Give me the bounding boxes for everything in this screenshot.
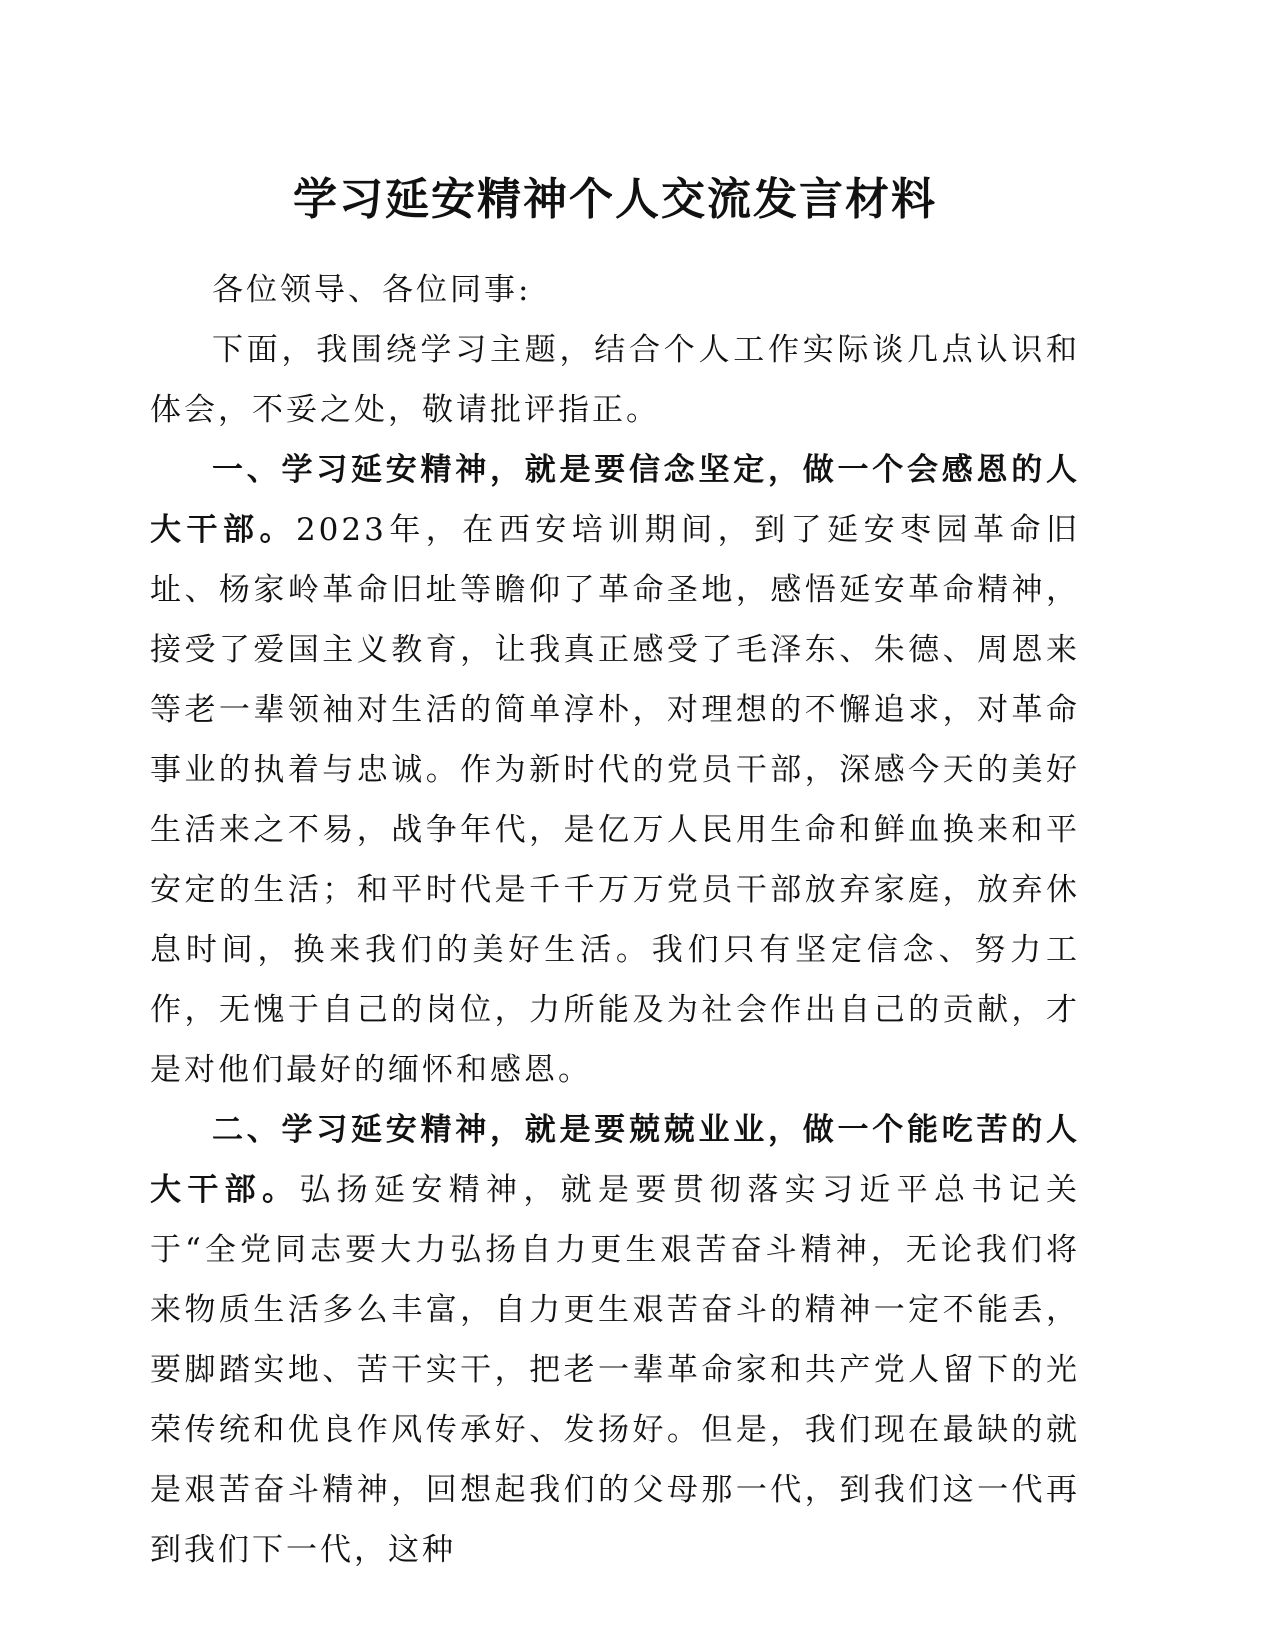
section-2-body: 弘扬延安精神，就是要贯彻落实习近平总书记关于“全党同志要大力弘扬自力更生艰苦奋斗精神，无论我们将来物质生活多么丰富，自力更生艰苦奋斗的精神一定不能丢，要脚踏实地、苦干实干，把老一辈革命家和共产党人留下的光荣传统和优良作风传承好、发扬好。但是，我们现在最缺的就是艰苦奋斗精神，回想起我们的父母那一代，到我们这一代再到我们下一代，这种 [150, 1172, 1081, 1568]
section-1-heading: 一、学习延安精神，就是要信念坚定，做一个会感恩的人大干部。 [150, 452, 1080, 548]
section-2-paragraph [150, 1100, 1080, 1580]
section-2-heading: 二、学习延安精神，就是要兢兢业业，做一个能吃苦的人大干部。 [150, 1112, 1080, 1208]
document-title: 学习延安精神个人交流发言材料 [293, 174, 937, 225]
intro-paragraph: 下面，我围绕学习主题，结合个人工作实际谈几点认识和体会，不妥之处，敬请批评指正。 [150, 332, 1080, 428]
section-1-body: 2023年，在西安培训期间，到了延安枣园革命旧址、杨家岭革命旧址等瞻仰了革命圣地，感悟延安革命精神，接受了爱国主义教育，让我真正感受了毛泽东、朱德、周恩来等老一辈领袖对生活的简单淳朴，对理想的不懈追求，对革命事业的执着与忠诚。作为新时代的党员干部，深感今天的美好生活来之不易，战争年代，是亿万人民用生命和鲜血换来和平安定的生活；和平时代是千千万万党员干部放弃家庭，放弃休息时间，换来我们的美好生活。我们只有坚定信念、努力工作，无愧于自己的岗位，力所能及为社会作出自己的贡献，才是对他们最好的缅怀和感恩。 [150, 512, 1081, 1088]
salutation: 各位领导、各位同事: [212, 272, 532, 308]
section-1-paragraph [150, 440, 1080, 1100]
document-page [150, 170, 1080, 1580]
